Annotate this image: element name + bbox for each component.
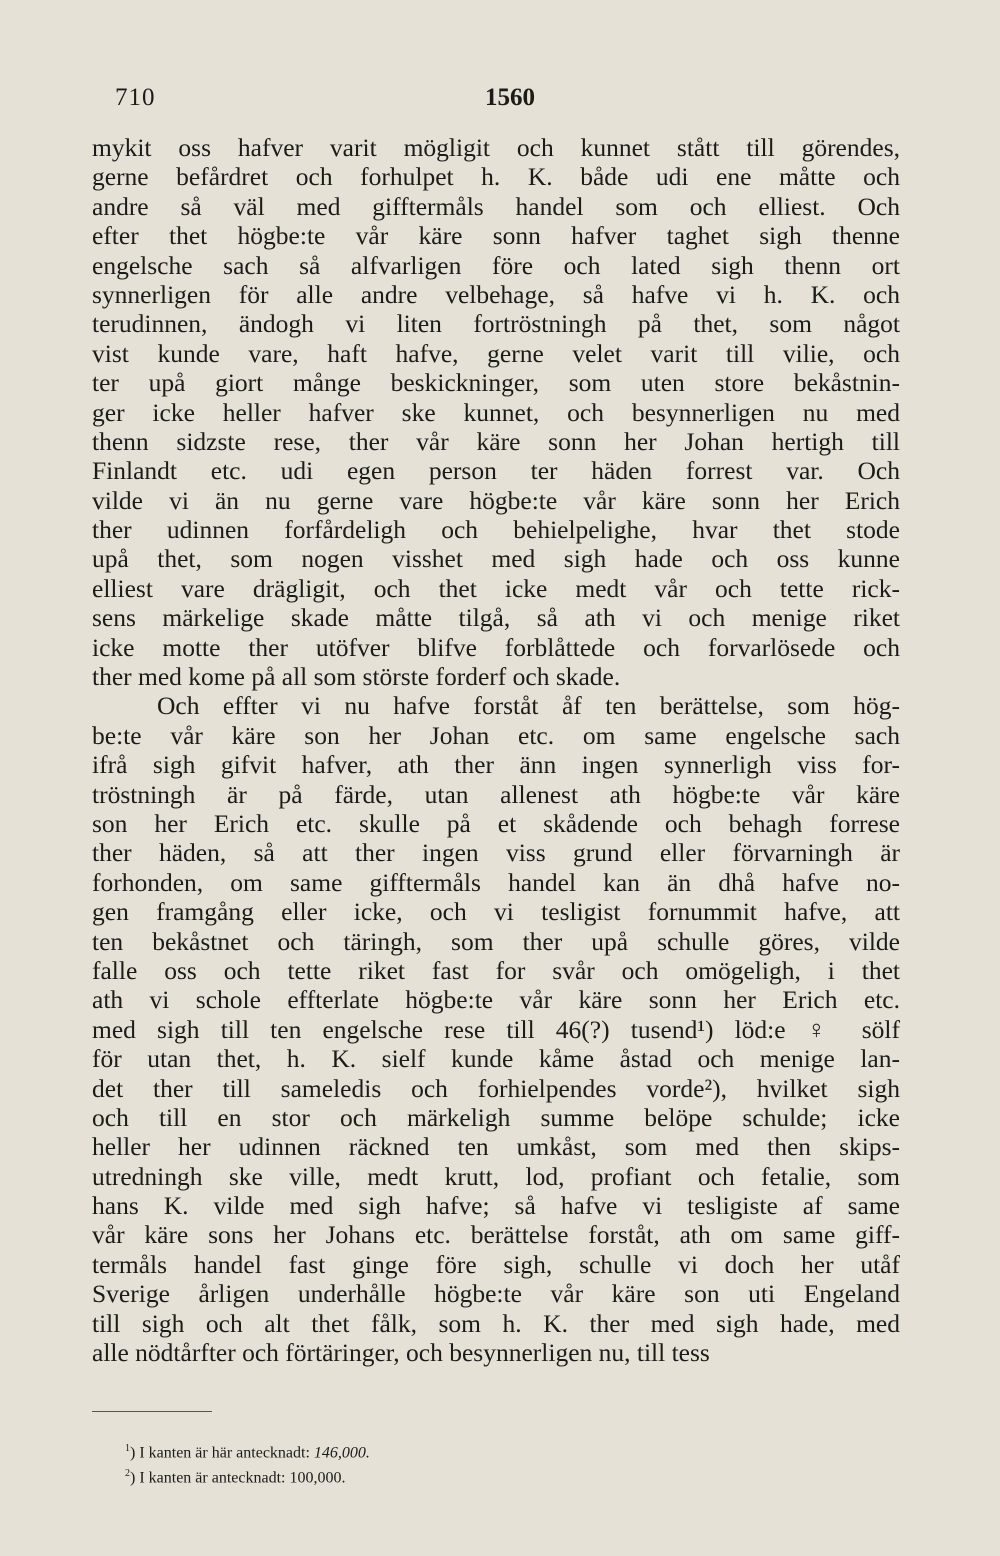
text-line: för utan thet, h. K. sielf kunde kåme åstad och menige lan- [92, 1044, 900, 1074]
text-line: ther med kome på all som störste forderf och skade. [92, 662, 621, 692]
body-text [92, 133, 900, 1367]
text-line: ter upå giort månge beskickninger, som uten store bekåstnin- [92, 368, 900, 398]
text-line: vår käre sons her Johans etc. berättelse forståt, ath om same giff- [92, 1220, 900, 1250]
text-line: gerne befårdret och forhulpet h. K. både udi ene måtte och [92, 162, 900, 192]
text-line: son her Erich etc. skulle på et skådende och behagh forrese [92, 808, 900, 838]
text-line: icke motte ther utöfver blifve forblåttede och forvarlösede och [92, 632, 900, 662]
text-line: hans K. vilde med sigh hafve; så hafve vi tesligiste af same [92, 1191, 900, 1221]
text-line: vilde vi än nu gerne vare högbe:te vår käre sonn her Erich [92, 485, 900, 515]
text-line: terudinnen, ändogh vi liten fortröstningh på thet, som något [92, 309, 900, 339]
text-line: gen framgång eller icke, och vi tesligist fornummit hafve, att [92, 897, 900, 927]
text-line: Finlandt etc. udi egen person ter häden forrest var. Och [92, 456, 900, 486]
footnote-marker: 1 [125, 1443, 130, 1454]
footnote-rule [92, 1411, 212, 1412]
text-line: Sverige årligen underhålle högbe:te vår käre son uti Engeland [92, 1279, 900, 1309]
text-line: be:te vår käre son her Johan etc. om same engelsche sach [92, 720, 900, 750]
footnote-1: $^1$) I kanten är här antecknadt: 146,000. [125, 1443, 370, 1462]
footnote-value: 146,000. [313, 1444, 370, 1462]
footnotes [125, 1438, 370, 1489]
text-line: det ther till sameledis och forhielpendes vorde²), hvilket sigh [92, 1073, 900, 1103]
text-line: sens märkelige skade måtte tilgå, så ath vi och menige riket [92, 603, 900, 633]
text-line: med sigh till ten engelsche rese till 46(?) tusend¹) löd:e ♀ sölf [92, 1014, 900, 1044]
text-line: synnerligen för alle andre velbehage, så hafve vi h. K. och [92, 279, 900, 309]
text-line: och till en stor och märkeligh summe belöpe schulde; icke [92, 1102, 900, 1132]
text-line: forhonden, om same gifftermåls handel kan än dhå hafve no- [92, 867, 900, 897]
text-line: ath vi schole effterlate högbe:te vår käre sonn her Erich etc. [92, 985, 900, 1015]
footnote-value: 100,000. [289, 1469, 346, 1487]
text-line: Och effter vi nu hafve forståt åf ten berättelse, som hög- [157, 691, 900, 721]
text-line: ten bekåstnet och täringh, som ther upå schulle göres, vilde [92, 926, 900, 956]
text-line: upå thet, som nogen visshet med sigh hade och oss kunne [92, 544, 900, 574]
text-line: termåls handel fast ginge före sigh, schulle vi doch her utåf [92, 1249, 900, 1279]
text-line: thenn sidzste rese, ther vår käre sonn her Johan hertigh till [92, 426, 900, 456]
footnote-text: I kanten är här antecknadt: [139, 1444, 314, 1462]
page-header [115, 84, 905, 114]
page-number: 710 [115, 84, 156, 111]
text-line: ger icke heller hafver ske kunnet, och besynnerligen nu med [92, 397, 900, 427]
text-line: heller her udinnen räckned ten umkåst, som med then skips- [92, 1132, 900, 1162]
text-line: elliest vare drägligit, och thet icke medt vår och tette rick- [92, 573, 900, 603]
text-line: tröstningh är på färde, utan allenest ath högbe:te vår käre [92, 779, 900, 809]
paragraph [92, 133, 900, 691]
text-line: ifrå sigh gifvit hafver, ath ther änn ingen synnerligh viss for- [92, 750, 900, 780]
text-line: efter thet högbe:te vår käre sonn hafver taghet sigh thenne [92, 221, 900, 251]
text-line: vist kunde vare, haft hafve, gerne velet varit till vilie, och [92, 338, 900, 368]
paragraph [92, 691, 900, 1367]
text-line: mykit oss hafver varit mögligit och kunnet stått till görendes, [92, 133, 900, 162]
text-line: alle nödtårfter och förtäringer, och besynnerligen nu, till tess [92, 1338, 710, 1368]
text-line: ther udinnen forfårdeligh och behielpelighe, hvar thet stode [92, 515, 900, 545]
footnote-marker: 2 [125, 1468, 130, 1480]
text-line: engelsche sach så alfvarligen före och lated sigh thenn ort [92, 250, 900, 280]
footnote-2: $^2$) I kanten är antecknadt: 100,000. [125, 1468, 346, 1487]
running-year: 1560 [485, 84, 535, 111]
text-line: andre så väl med gifftermåls handel som och elliest. Och [92, 191, 900, 221]
text-line: falle oss och tette riket fast for svår och omögeligh, i thet [92, 955, 900, 985]
text-line: utredningh ske ville, medt krutt, lod, profiant och fetalie, som [92, 1161, 900, 1191]
text-line: till sigh och alt thet fålk, som h. K. ther med sigh hade, med [92, 1308, 900, 1338]
text-line: ther häden, så att ther ingen viss grund eller förvarningh är [92, 838, 900, 868]
footnote-text: I kanten är antecknadt: [139, 1469, 290, 1487]
